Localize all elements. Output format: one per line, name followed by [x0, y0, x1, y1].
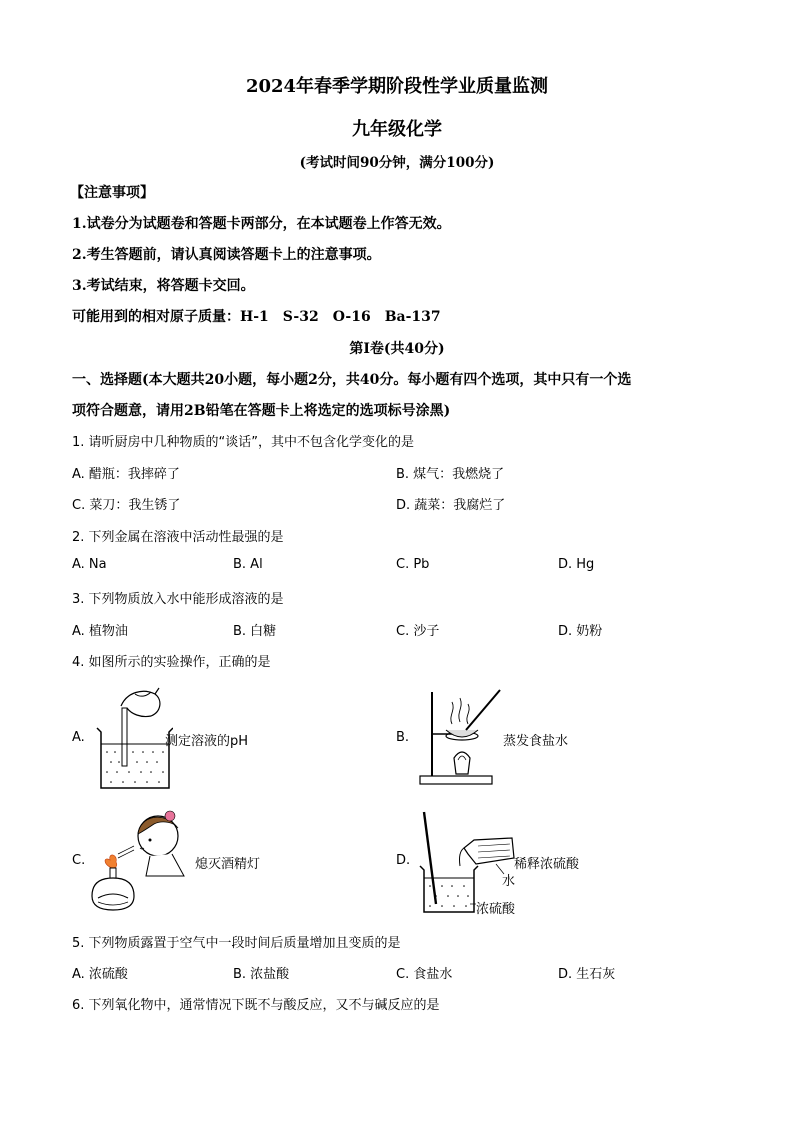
q4-option-a: A.	[72, 730, 85, 745]
q5-option-d: D. 生石灰	[558, 967, 616, 982]
ph-test-figure	[93, 684, 173, 792]
q1-option-b: B. 煤气：我燃烧了	[396, 467, 505, 482]
q3-option-d: D. 奶粉	[558, 624, 603, 639]
question-1-stem: 1. 请听厨房中几种物质的“谈话”，其中不包含化学变化的是	[72, 435, 415, 450]
notice-heading: 【注意事项】	[70, 185, 154, 201]
q5-option-a: A. 浓硫酸	[72, 967, 128, 982]
q1-option-d: D. 蔬菜：我腐烂了	[396, 498, 506, 513]
figure-d-label: 稀释浓硫酸	[514, 857, 580, 872]
figure-c-label: 熄灭酒精灯	[195, 857, 261, 872]
figure-a-label: 测定溶液的pH	[165, 734, 249, 749]
notice-item-3: 3.考试结束，将答题卡交回。	[72, 278, 255, 294]
volume-heading: 第Ⅰ卷(共40分)	[349, 341, 445, 357]
section-instructions-2: 项符合题意，请用2B铅笔在答题卡上将选定的选项标号涂黑)	[72, 403, 451, 419]
q2-option-a: A. Na	[72, 557, 107, 572]
q3-option-c: C. 沙子	[396, 624, 440, 639]
q2-option-d: D. Hg	[558, 557, 595, 572]
question-4-stem: 4. 如图所示的实验操作，正确的是	[72, 655, 271, 670]
exam-title: 2024年春季学期阶段性学业质量监测	[245, 76, 549, 97]
notice-item-2: 2.考生答题前，请认真阅读答题卡上的注意事项。	[72, 247, 381, 263]
section-instructions-1: 一、选择题(本大题共20小题，每小题2分，共40分。每小题有四个选项，其中只有一个选	[72, 372, 632, 388]
figure-d-acid-label: 浓硫酸	[476, 902, 516, 917]
figure-b-label: 蒸发食盐水	[503, 734, 569, 749]
q5-option-b: B. 浓盐酸	[233, 967, 290, 982]
evaporation-figure	[418, 686, 508, 786]
q5-option-c: C. 食盐水	[396, 967, 453, 982]
q4-option-d: D.	[396, 853, 411, 868]
exam-info: (考试时间90分钟，满分100分)	[299, 155, 495, 171]
q2-option-c: C. Pb	[396, 557, 430, 572]
q4-option-c: C.	[72, 853, 86, 868]
q1-option-a: A. 醋瓶：我摔碎了	[72, 467, 180, 482]
q3-option-a: A. 植物油	[72, 624, 128, 639]
q3-option-b: B. 白糖	[233, 624, 277, 639]
question-6-stem: 6. 下列氧化物中，通常情况下既不与酸反应，又不与碱反应的是	[72, 998, 440, 1013]
notice-item-1: 1.试卷分为试题卷和答题卡两部分，在本试题卷上作答无效。	[72, 216, 451, 232]
figure-d-water-label: 水	[502, 874, 516, 889]
q2-option-b: B. Al	[233, 557, 263, 572]
q4-option-b: B.	[396, 730, 410, 745]
atomic-mass: 可能用到的相对原子质量：H-1 S-32 O-16 Ba-137	[72, 309, 441, 325]
question-3-stem: 3. 下列物质放入水中能形成溶液的是	[72, 592, 284, 607]
question-2-stem: 2. 下列金属在溶液中活动性最强的是	[72, 530, 284, 545]
question-5-stem: 5. 下列物质露置于空气中一段时间后质量增加且变质的是	[72, 936, 401, 951]
q1-option-c: C. 菜刀：我生锈了	[72, 498, 181, 513]
extinguish-lamp-figure	[88, 806, 198, 914]
subject-title: 九年级化学	[352, 119, 442, 140]
